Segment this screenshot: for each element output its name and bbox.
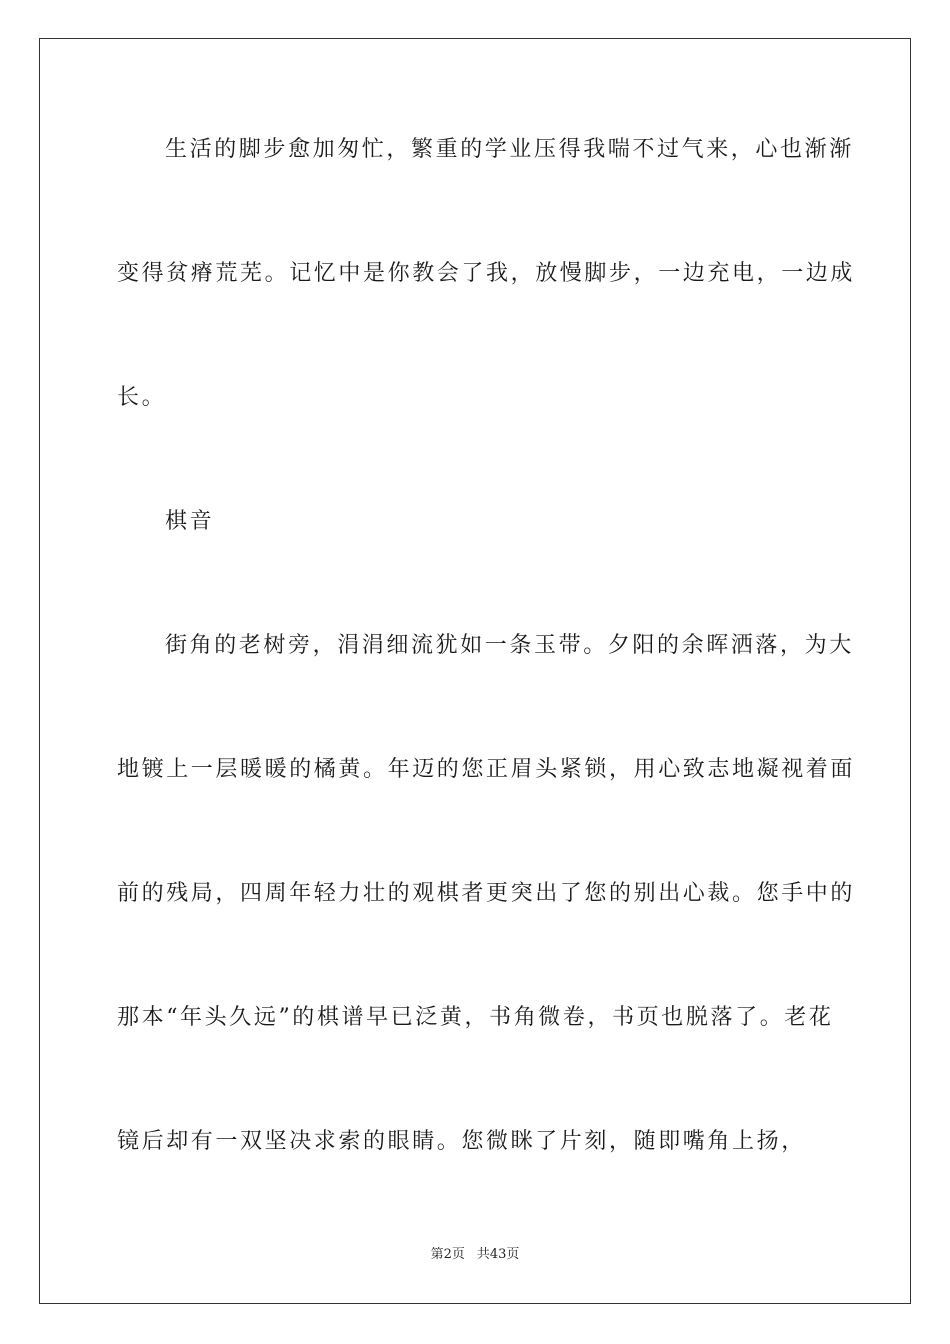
paragraph-line: 变得贫瘠荒芜。记忆中是你教会了我，放慢脚步，一边充电，一边成: [117, 261, 856, 286]
paragraph-line: 街角的老树旁，涓涓细流犹如一条玉带。夕阳的余晖洒落，为大: [165, 633, 854, 658]
paragraph-line: 那本“年头久远”的棋谱早已泛黄，书角微卷，书页也脱落了。老花: [117, 1005, 834, 1030]
section-heading: 棋音: [165, 509, 215, 534]
page-number: 第2页: [430, 1247, 465, 1262]
paragraph-line: 前的残局，四周年轻力壮的观棋者更突出了您的别出心裁。您手中的: [117, 881, 856, 906]
paragraph-line: 长。: [117, 385, 167, 410]
page-footer: [0, 1245, 950, 1265]
paragraph-line: 地镀上一层暖暖的橘黄。年迈的您正眉头紧锁，用心致志地凝视着面: [117, 757, 856, 782]
paragraph-line: 镜后却有一双坚决求索的眼睛。您微眯了片刻，随即嘴角上扬，: [117, 1129, 806, 1154]
paragraph-line: 生活的脚步愈加匆忙，繁重的学业压得我喘不过气来，心也渐渐: [165, 137, 854, 162]
page-frame: [39, 38, 911, 1304]
page-total: 共43页: [476, 1247, 520, 1262]
